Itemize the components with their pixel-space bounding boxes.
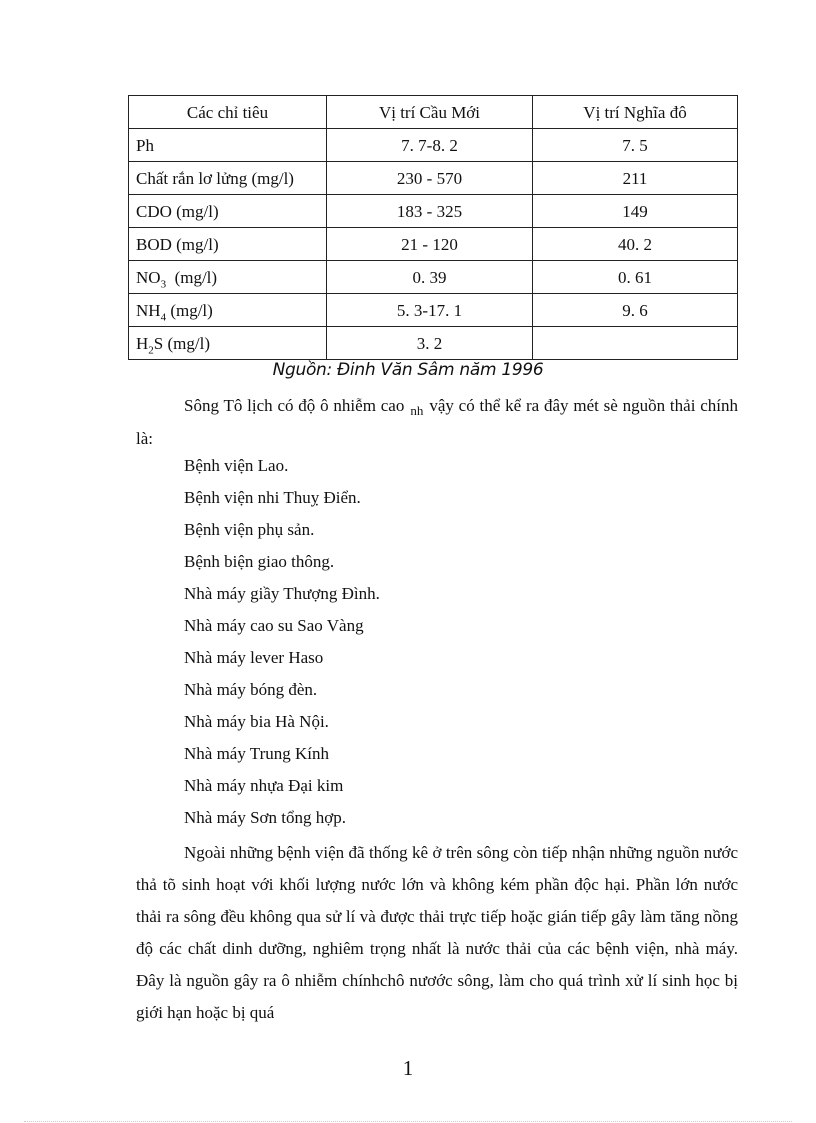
cau-moi-value: 0. 39	[327, 261, 533, 294]
nghia-do-value: 7. 5	[533, 129, 738, 162]
row-label	[129, 294, 327, 327]
label-main: NH	[136, 300, 161, 320]
pollution-sources-list	[184, 450, 380, 834]
label-main: H	[136, 333, 149, 353]
table-header-row	[129, 96, 738, 129]
nghia-do-value: 40. 2	[533, 228, 738, 261]
label-tail: (mg/l)	[166, 300, 213, 320]
nghia-do-value	[533, 327, 738, 360]
row-label: Ph	[129, 129, 327, 162]
table-row	[129, 195, 738, 228]
list-item: Nhà máy lever Haso	[184, 648, 324, 667]
table-row	[129, 294, 738, 327]
label-main: NO	[136, 267, 161, 287]
list-item: Nhà máy bóng đèn.	[184, 680, 318, 699]
list-item: Bệnh biện giao thông.	[184, 552, 335, 571]
water-quality-table	[128, 95, 738, 360]
row-label	[129, 261, 327, 294]
cau-moi-value: 230 - 570	[327, 162, 533, 195]
nghia-do-value: 9. 6	[533, 294, 738, 327]
row-label: CDO (mg/l)	[129, 195, 327, 228]
table-source-caption: Nguồn: Đinh Văn Sâm năm 1996	[272, 360, 544, 380]
intro-text-start: Sông Tô lịch có độ ô nhiễm cao	[184, 396, 405, 415]
list-item: Nhà máy giầy Thượng Đình.	[184, 584, 380, 603]
cau-moi-value: 3. 2	[327, 327, 533, 360]
list-item: Nhà máy nhựa Đại kim	[184, 776, 344, 795]
page-bottom-divider	[24, 1121, 792, 1122]
table-row	[129, 327, 738, 360]
nghia-do-value: 0. 61	[533, 261, 738, 294]
cau-moi-value: 21 - 120	[327, 228, 533, 261]
row-label: Chất rắn lơ lửng (mg/l)	[129, 162, 327, 195]
intro-paragraph	[136, 390, 738, 455]
page-number: 1	[402, 1056, 414, 1080]
cau-moi-value: 183 - 325	[327, 195, 533, 228]
intro-small-text: nh	[410, 403, 424, 418]
list-item: Nhà máy Sơn tổng hợp.	[184, 808, 346, 827]
row-label	[129, 327, 327, 360]
table-row	[129, 261, 738, 294]
intro-text-end: vậy có thể kể ra đây mét sè nguồn thải chính là:	[136, 396, 738, 448]
nghia-do-value: 211	[533, 162, 738, 195]
label-tail: (mg/l)	[166, 267, 218, 287]
cau-moi-value: 7. 7-8. 2	[327, 129, 533, 162]
header-cau-moi: Vị trí Cầu Mới	[327, 96, 533, 129]
label-tail: S (mg/l)	[153, 333, 210, 353]
label-subscript: 3	[160, 277, 167, 290]
table-row	[129, 228, 738, 261]
list-item: Bệnh viện nhi Thuỵ Điển.	[184, 488, 361, 507]
list-item: Nhà máy cao su Sao Vàng	[184, 616, 364, 635]
body-paragraph: Ngoài những bệnh viện đã thống kê ở trên sông còn tiếp nhận những nguồn nước thả tõ sinh hoạt với khối lượng nước lớn và không kém phần độc hại. Phần lớn nước thải ra sông đều không qua sử lí và được thải trực tiếp hoặc gián tiếp gây làm tăng nồng độ các chất dinh dưỡng, nghiêm trọng nhất là nước thải của các bệnh viện, nhà máy. Đây là nguồn gây ra ô nhiễm chínhchô nươớc sông, làm cho quá trình xử lí sinh học bị giới hạn hoặc bị quá	[136, 843, 738, 1022]
label-subscript: 4	[160, 310, 167, 323]
nghia-do-value: 149	[533, 195, 738, 228]
table-row	[129, 129, 738, 162]
list-item: Nhà máy bia Hà Nội.	[184, 712, 329, 731]
table-row	[129, 162, 738, 195]
row-label: BOD (mg/l)	[129, 228, 327, 261]
list-item: Nhà máy Trung Kính	[184, 744, 329, 763]
label-subscript: 2	[148, 343, 154, 356]
cau-moi-value: 5. 3-17. 1	[327, 294, 533, 327]
list-item: Bệnh viện phụ sản.	[184, 520, 315, 539]
header-nghia-do: Vị trí Nghĩa đô	[533, 96, 738, 129]
header-criteria: Các chỉ tiêu	[129, 96, 327, 129]
list-item: Bệnh viện Lao.	[184, 456, 289, 475]
